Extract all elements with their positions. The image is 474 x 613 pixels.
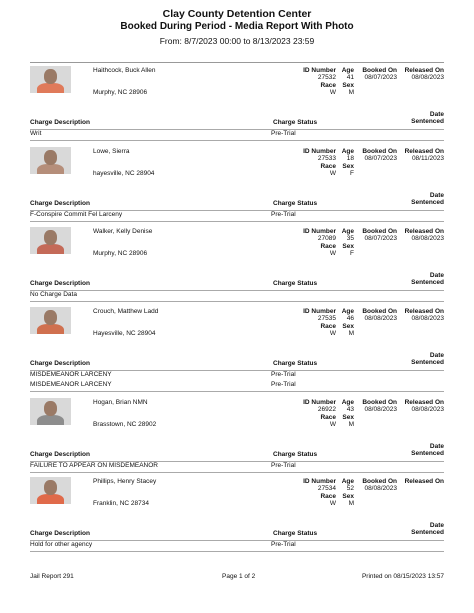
charge-description: Writ — [30, 130, 42, 137]
charge-description-header: Charge Description — [30, 530, 90, 537]
footer-page-number: Page 1 of 2 — [222, 573, 256, 580]
sentenced-header: Sentenced — [411, 450, 444, 457]
id-number-value: 27533 — [317, 155, 336, 162]
booked-on-value: 08/07/2023 — [364, 74, 397, 81]
mugshot-photo — [30, 307, 71, 334]
age-label: Age — [341, 478, 354, 485]
inmate-name: Hogan, Brian NMN — [93, 399, 148, 406]
age-label: Age — [341, 228, 354, 235]
charge-description: MISDEMEANOR LARCENY — [30, 371, 112, 378]
charge-description: F-Conspire Commit Fel Larceny — [30, 211, 123, 218]
charge-description-header: Charge Description — [30, 360, 90, 367]
record-divider — [30, 140, 444, 141]
charge-header-divider — [30, 290, 444, 291]
charge-description: FAILURE TO APPEAR ON MISDEMEANOR — [30, 462, 158, 469]
id-number-label: ID Number — [303, 399, 336, 406]
booked-on-label: Booked On — [362, 308, 397, 315]
booked-on-label: Booked On — [362, 67, 397, 74]
id-number-value: 27535 — [317, 315, 336, 322]
mugshot-photo — [30, 477, 71, 504]
age-value: 46 — [346, 315, 354, 322]
record-divider — [30, 221, 444, 222]
charge-description-header: Charge Description — [30, 280, 90, 287]
sentenced-header: Sentenced — [411, 199, 444, 206]
booked-on-value: 08/07/2023 — [364, 235, 397, 242]
booked-on-label: Booked On — [362, 228, 397, 235]
charge-status: Pre-Trial — [271, 541, 296, 548]
sex-value: F — [350, 250, 354, 257]
race-label: Race — [320, 163, 336, 170]
released-on-label: Released On — [404, 148, 444, 155]
record-divider — [30, 391, 444, 392]
charge-status: Pre-Trial — [271, 381, 296, 388]
footer-printed-on: Printed on 08/15/2023 13:57 — [361, 573, 444, 580]
sex-label: Sex — [342, 163, 354, 170]
race-label: Race — [320, 493, 336, 500]
charge-description-header: Charge Description — [30, 200, 90, 207]
released-on-value: 08/08/2023 — [411, 74, 444, 81]
id-number-value: 27089 — [317, 235, 336, 242]
released-on-label: Released On — [404, 67, 444, 74]
age-value: 52 — [346, 485, 354, 492]
charge-header-divider — [30, 540, 444, 541]
booked-on-label: Booked On — [362, 478, 397, 485]
inmate-name: Crouch, Matthew Ladd — [93, 308, 159, 315]
sex-value: F — [350, 170, 354, 177]
mugshot-photo — [30, 398, 71, 425]
record-divider — [30, 551, 444, 552]
inmate-city: Murphy, NC 28906 — [93, 250, 148, 257]
race-value: W — [329, 250, 336, 257]
charge-status: Pre-Trial — [271, 211, 296, 218]
charge-description-header: Charge Description — [30, 119, 90, 126]
report-subtitle: Booked During Period - Media Report With Photo — [120, 21, 354, 32]
released-on-label: Released On — [404, 399, 444, 406]
charge-status-header: Charge Status — [273, 119, 318, 126]
race-value: W — [329, 170, 336, 177]
charge-description: Hold for other agency — [30, 541, 93, 548]
race-value: W — [329, 330, 336, 337]
footer-report-id: Jail Report 291 — [30, 573, 74, 580]
race-value: W — [329, 500, 336, 507]
sex-label: Sex — [342, 493, 354, 500]
id-number-label: ID Number — [303, 478, 336, 485]
inmate-name: Walker, Kelly Denise — [93, 228, 153, 235]
charge-description: MISDEMEANOR LARCENY — [30, 381, 112, 388]
sentenced-header: Sentenced — [411, 529, 444, 536]
report-period: From: 8/7/2023 00:00 to 8/13/2023 23:59 — [159, 36, 315, 46]
record-divider — [30, 472, 444, 473]
inmate-city: hayesville, NC 28904 — [93, 170, 155, 177]
charge-status: Pre-Trial — [271, 130, 296, 137]
id-number-label: ID Number — [303, 308, 336, 315]
charge-status-header: Charge Status — [273, 360, 318, 367]
sex-value: M — [348, 500, 354, 507]
mugshot-photo — [30, 227, 71, 254]
inmate-city: Hayesville, NC 28904 — [93, 330, 156, 337]
sentenced-header: Sentenced — [411, 118, 444, 125]
charge-status-header: Charge Status — [273, 200, 318, 207]
inmate-name: Lowe, Sierra — [93, 148, 130, 155]
sex-label: Sex — [342, 323, 354, 330]
date-header: Date — [429, 111, 444, 118]
charge-status-header: Charge Status — [273, 451, 318, 458]
race-label: Race — [320, 82, 336, 89]
sex-value: M — [348, 421, 354, 428]
report-title: Clay County Detention Center — [162, 8, 312, 20]
booked-on-value: 08/08/2023 — [364, 315, 397, 322]
date-header: Date — [429, 272, 444, 279]
race-value: W — [329, 89, 336, 96]
mugshot-photo — [30, 147, 71, 174]
id-number-label: ID Number — [303, 67, 336, 74]
age-label: Age — [341, 148, 354, 155]
mugshot-photo — [30, 66, 71, 93]
id-number-value: 27534 — [317, 485, 336, 492]
booked-on-value: 08/08/2023 — [364, 406, 397, 413]
charge-description: No Charge Data — [30, 291, 77, 298]
inmate-city: Franklin, NC 28734 — [93, 500, 149, 507]
charge-status: Pre-Trial — [271, 462, 296, 469]
race-label: Race — [320, 243, 336, 250]
sentenced-header: Sentenced — [411, 279, 444, 286]
released-on-value: 08/08/2023 — [411, 315, 444, 322]
sex-value: M — [348, 330, 354, 337]
released-on-value: 08/08/2023 — [411, 406, 444, 413]
booked-on-value: 08/07/2023 — [364, 155, 397, 162]
released-on-value: 08/08/2023 — [411, 235, 444, 242]
inmate-city: Murphy, NC 28906 — [93, 89, 148, 96]
charge-status: Pre-Trial — [271, 371, 296, 378]
age-label: Age — [341, 399, 354, 406]
sex-label: Sex — [342, 243, 354, 250]
released-on-label: Released On — [404, 308, 444, 315]
id-number-label: ID Number — [303, 228, 336, 235]
race-label: Race — [320, 414, 336, 421]
age-label: Age — [341, 67, 354, 74]
charge-status-header: Charge Status — [273, 280, 318, 287]
booked-on-label: Booked On — [362, 148, 397, 155]
race-label: Race — [320, 323, 336, 330]
released-on-value: 08/11/2023 — [411, 155, 444, 162]
charge-header-divider — [30, 129, 444, 130]
id-number-label: ID Number — [303, 148, 336, 155]
charge-description-header: Charge Description — [30, 451, 90, 458]
released-on-label: Released On — [404, 228, 444, 235]
charge-status-header: Charge Status — [273, 530, 318, 537]
record-divider — [30, 301, 444, 302]
sex-label: Sex — [342, 82, 354, 89]
inmate-name: Haithcock, Buck Allen — [93, 67, 156, 74]
sentenced-header: Sentenced — [411, 359, 444, 366]
age-value: 35 — [346, 235, 354, 242]
inmate-name: Phillips, Henry Stacey — [93, 478, 157, 485]
released-on-label: Released On — [404, 478, 444, 485]
race-value: W — [329, 421, 336, 428]
sex-label: Sex — [342, 414, 354, 421]
age-value: 41 — [346, 74, 354, 81]
date-header: Date — [429, 443, 444, 450]
age-value: 43 — [346, 406, 354, 413]
booked-on-value: 08/08/2023 — [364, 485, 397, 492]
date-header: Date — [429, 352, 444, 359]
age-label: Age — [341, 308, 354, 315]
date-header: Date — [429, 522, 444, 529]
header-divider — [30, 62, 444, 63]
id-number-value: 26922 — [317, 406, 336, 413]
age-value: 18 — [346, 155, 354, 162]
id-number-value: 27532 — [317, 74, 336, 81]
date-header: Date — [429, 192, 444, 199]
inmate-city: Brasstown, NC 28902 — [93, 421, 157, 428]
booked-on-label: Booked On — [362, 399, 397, 406]
sex-value: M — [348, 89, 354, 96]
